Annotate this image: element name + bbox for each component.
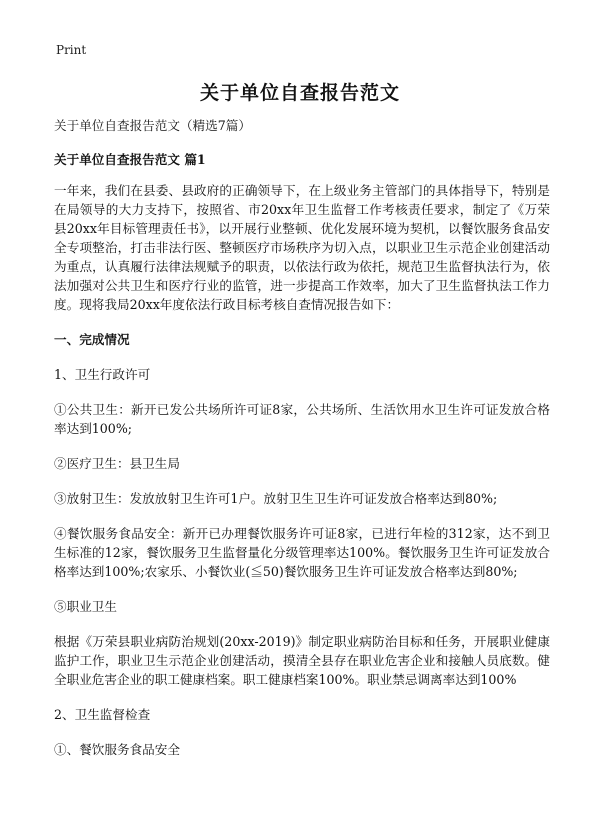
heading-completion: 一、完成情况 [54, 332, 130, 347]
item-occupational-health: ⑤职业卫生 [54, 599, 117, 614]
document-body [54, 116, 550, 775]
print-label[interactable]: Print [56, 43, 87, 57]
item-medical-health: ②医疗卫生：县卫生局 [54, 456, 180, 471]
heading-supervision-inspection: 2、卫生监督检查 [54, 707, 151, 722]
heading-admin-permit: 1、卫生行政许可 [54, 367, 151, 382]
section-title: 关于单位自查报告范文 篇1 [54, 152, 206, 167]
document-subtitle: 关于单位自查报告范文（精选7篇） [54, 118, 251, 133]
occupational-paragraph: 根据《万荣县职业病防治规划(20xx-2019)》制定职业病防治目标和任务，开展职业健康监护工作，职业卫生示范企业创建活动，摸清全县存在职业危害企业和接触人员底数。健全职业危害企业的职工健康档案。职工健康档案100%。职业禁忌调离率达到100% [54, 634, 550, 687]
intro-paragraph: 一年来，我们在县委、县政府的正确领导下，在上级业务主管部门的具体指导下，特别是在局领导的大力支持下，按照省、市20xx年卫生监督工作考核责任要求，制定了《万荣县20xx年目标管理责任书》，以开展行业整顿、优化发展环境为契机，以餐饮服务食品安全专项整治，打击非法行医、整顿医疗市场秩序为切入点，以职业卫生示范企业创建活动为重点，认真履行法律法规赋予的职责，以依法行政为依托，规范卫生监督执法行为，依法加强对公共卫生和医疗行业的监管，进一步提高工作效率，加大了卫生监督执法工作力度。现将我局20xx年度依法行政目标考核自查情况报告如下： [54, 183, 550, 312]
item-catering-food-safety: ④餐饮服务食品安全：新开已办理餐饮服务许可证8家，已进行年检的312家，达不到卫生标准的12家，餐饮服务卫生监督量化分级管理率达100%。餐饮服务卫生许可证发放合格率达到100%;农家乐、小餐饮业(≦50)餐饮服务卫生许可证发放合格率达到80%; [54, 526, 550, 579]
document-title: 关于单位自查报告范文 [199, 82, 400, 104]
item-radiation-health: ③放射卫生：发放放射卫生许可1户。放射卫生卫生许可证发放合格率达到80%; [54, 491, 498, 506]
item-catering-inspection: ①、餐饮服务食品安全 [54, 742, 180, 757]
item-public-health: ①公共卫生：新开已发公共场所许可证8家，公共场所、生活饮用水卫生许可证发放合格率达到100%; [54, 402, 550, 436]
